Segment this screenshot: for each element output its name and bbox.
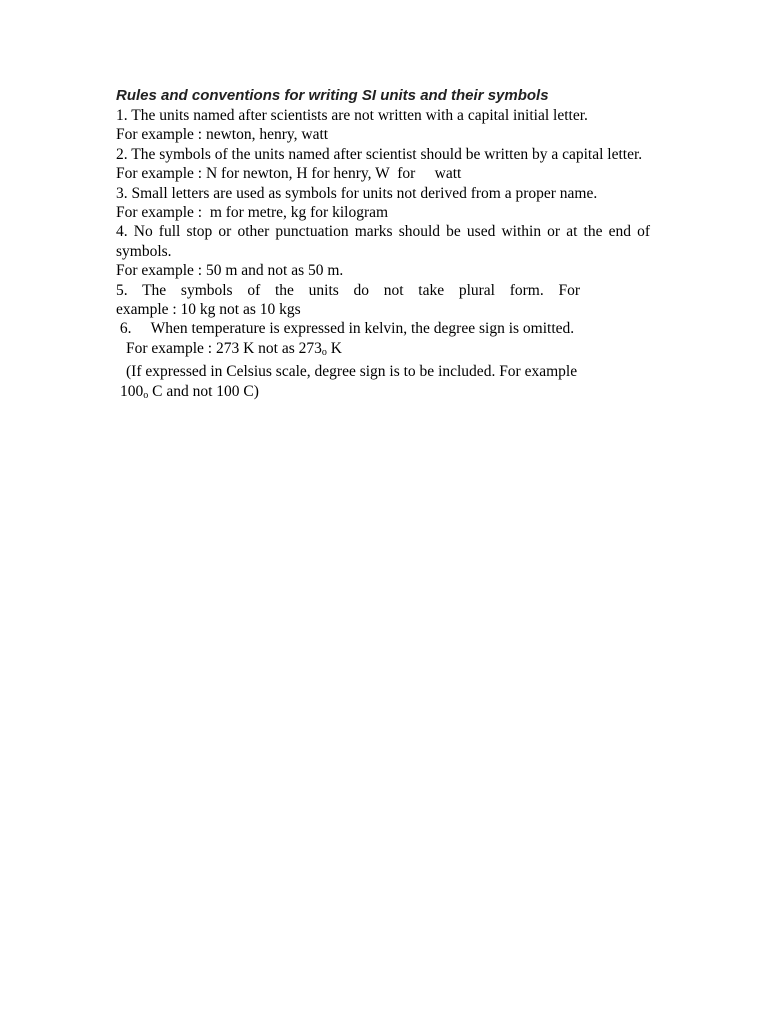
degree-subscript: o [143,389,149,401]
rule-6-example-unit: K [326,339,342,357]
rule-5-line-1: 5. The symbols of the units do not take plural form. For [116,281,580,299]
rule-1-text: 1. The units named after scientists are not written with a capital initial letter. [116,107,588,124]
rule-4-text: 4. No full stop or other punctuation marks should be used within or at the end of symbols. [116,223,650,260]
rule-1-example: For example : newton, henry, watt [116,126,329,144]
rule-2-example: For example : N for newton, H for henry, W for watt [116,165,462,183]
rule-5-line-2: example : 10 kg not as 10 kgs [116,301,301,319]
celsius-note-value: 100 [120,382,144,400]
document-title: Rules and conventions for writing SI units and their symbols [116,87,549,104]
rule-6-example-main: For example : 273 K not as 273 [126,339,322,357]
rule-6-text: 6. When temperature is expressed in kelvin, the degree sign is omitted. [116,320,575,338]
celsius-note-rest: C and not 100 C) [148,382,259,400]
rule-4-example: For example : 50 m and not as 50 m. [116,262,344,280]
rule-3-text: 3. Small letters are used as symbols for units not derived from a proper name. [116,184,598,202]
rule-3-example: For example : m for metre, kg for kilogram [116,204,389,222]
celsius-note-line-1: (If expressed in Celsius scale, degree sign is to be included. For example [126,363,578,381]
document-page [116,86,650,405]
rule-6-example [116,339,650,362]
rule-2-text: 2. The symbols of the units named after scientist should be written by a capital letter. [116,145,643,163]
celsius-note-line-2 [116,382,650,405]
degree-subscript: o [321,346,327,358]
